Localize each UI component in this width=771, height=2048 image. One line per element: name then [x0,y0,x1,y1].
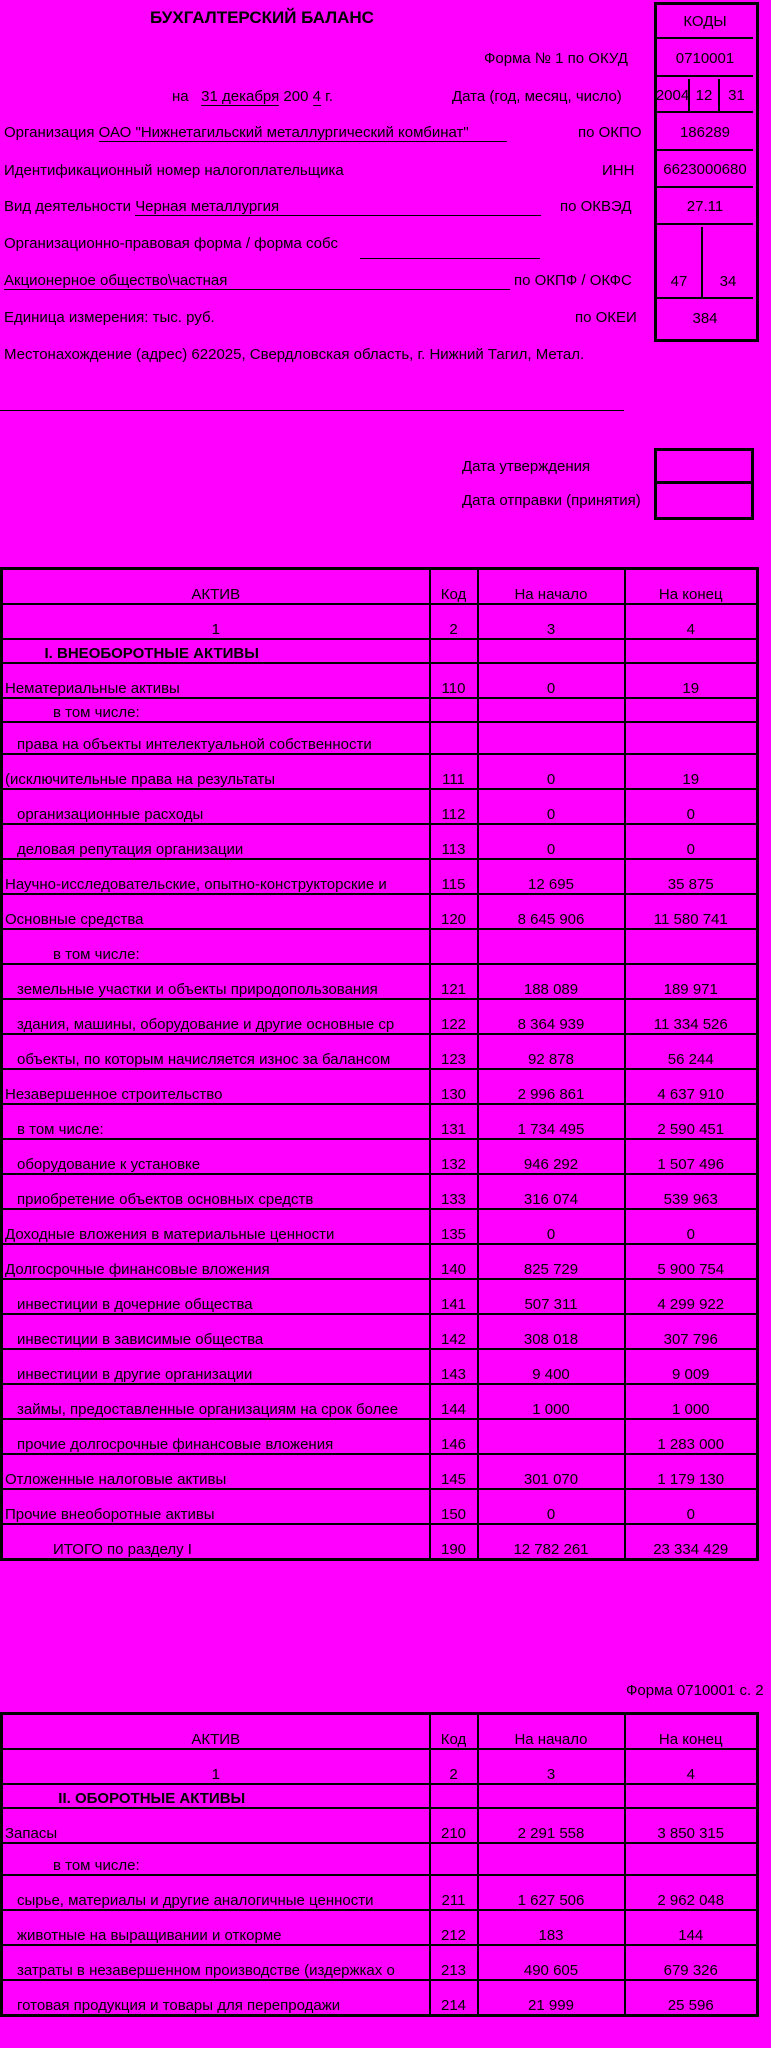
unit-label: Единица измерения: тыс. руб. [4,309,215,326]
activity-value: Черная металлургия [135,198,541,216]
row-code: 190 [430,1524,478,1560]
row-name: приобретение объектов основных средств [2,1174,430,1209]
row-start-value: 0 [478,663,625,698]
row-name: готовая продукция и товары для перепродажи [2,1980,430,2016]
row-end-value [625,698,758,722]
row-end-value: 1 179 130 [625,1454,758,1489]
row-start-value: 8 364 939 [478,999,625,1034]
date-year-prefix: 200 [283,88,309,105]
row-code: 150 [430,1489,478,1524]
row-code [430,722,478,754]
row-start-value: 0 [478,1489,625,1524]
row-name: Отложенные налоговые активы [2,1454,430,1489]
col-header-end: На конец [625,1714,758,1750]
row-code: 142 [430,1314,478,1349]
row-start-value: 12 695 [478,859,625,894]
approval-label: Дата утверждения [462,458,591,475]
row-name: инвестиции в дочерние общества [2,1279,430,1314]
row-start-value: 183 [478,1910,625,1945]
table-row [2,1454,758,1489]
col-number-3: 3 [478,604,625,639]
row-start-value [478,1843,625,1875]
row-name: Долгосрочные финансовые вложения [2,1244,430,1279]
row-code: 123 [430,1034,478,1069]
assets-table-section2 [0,1712,759,2017]
location-rule [0,410,624,411]
activity-line [4,198,541,216]
row-name: в том числе: [2,1843,430,1875]
table-row [2,929,758,964]
row-code: 115 [430,859,478,894]
section1-rows [2,663,758,1560]
row-end-value: 0 [625,1209,758,1244]
form-code: 0710001 [657,41,753,77]
col-header-code: Код [430,1714,478,1750]
section2-title: II. ОБОРОТНЫЕ АКТИВЫ [2,1784,430,1808]
okopf-label: по ОКПФ / ОКФС [514,272,632,289]
row-end-value: 19 [625,754,758,789]
okved-code: 27.11 [657,190,753,225]
row-end-value: 56 244 [625,1034,758,1069]
row-name: Научно-исследовательские, опытно-конструкторские и [2,859,430,894]
row-end-value: 2 590 451 [625,1104,758,1139]
row-start-value: 0 [478,789,625,824]
row-start-value: 946 292 [478,1139,625,1174]
legal-form-value: Акционерное общество\частная [4,272,510,290]
row-start-value [478,1419,625,1454]
table-row [2,1279,758,1314]
row-code: 140 [430,1244,478,1279]
row-start-value: 12 782 261 [478,1524,625,1560]
row-name: Незавершенное строительство [2,1069,430,1104]
table-row [2,663,758,698]
col-number-3: 3 [478,1749,625,1784]
row-code: 121 [430,964,478,999]
row-start-value: 0 [478,824,625,859]
row-code: 144 [430,1384,478,1419]
section1-title: I. ВНЕОБОРОТНЫЕ АКТИВЫ [2,639,430,663]
date-label: Дата (год, месяц, число) [452,88,622,105]
row-start-value: 92 878 [478,1034,625,1069]
row-end-value: 1 507 496 [625,1139,758,1174]
table-row [2,1808,758,1843]
table-row [2,894,758,929]
form-label: Форма № 1 по ОКУД [484,50,628,67]
legal-form-rule [360,258,540,259]
row-end-value: 3 850 315 [625,1808,758,1843]
inn-code: 6623000680 [657,153,753,188]
table-row [2,859,758,894]
row-code: 111 [430,754,478,789]
table-row [2,999,758,1034]
table-row [2,1945,758,1980]
table-row [2,1034,758,1069]
row-name: в том числе: [2,1104,430,1139]
col-header-asset: АКТИВ [2,1714,430,1750]
row-start-value: 1 000 [478,1384,625,1419]
okfs-code: 34 [703,227,753,299]
row-name: сырье, материалы и другие аналогичные ценности [2,1875,430,1910]
row-end-value: 0 [625,1489,758,1524]
row-end-value: 9 009 [625,1349,758,1384]
okpo-label: по ОКПО [578,124,642,141]
row-end-value: 5 900 754 [625,1244,758,1279]
date-day-code: 31 [720,79,753,113]
row-name: займы, предоставленные организациям на срок более [2,1384,430,1419]
row-start-value: 1 627 506 [478,1875,625,1910]
row-end-value: 307 796 [625,1314,758,1349]
table-row [2,1489,758,1524]
row-code: 210 [430,1808,478,1843]
page2-label: Форма 0710001 с. 2 [626,1682,764,1699]
row-code: 133 [430,1174,478,1209]
assets-table-section1 [0,567,759,1561]
row-code: 130 [430,1069,478,1104]
row-name: затраты в незавершенном производстве (издержках о [2,1945,430,1980]
okved-label: по ОКВЭД [560,198,632,215]
row-code: 135 [430,1209,478,1244]
location: Местонахождение (адрес) 622025, Свердловская область, г. Нижний Тагил, Метал. [4,346,585,363]
row-code [430,698,478,722]
row-start-value: 8 645 906 [478,894,625,929]
row-name: деловая репутация организации [2,824,430,859]
org-value: ОАО "Нижнетагильский металлургический комбинат" [99,124,507,142]
row-start-value: 0 [478,1209,625,1244]
table-row [2,754,758,789]
table-row [2,698,758,722]
col-header-start: На начало [478,1714,625,1750]
row-start-value: 316 074 [478,1174,625,1209]
org-line [4,124,507,142]
row-start-value: 825 729 [478,1244,625,1279]
row-name: Нематериальные активы [2,663,430,698]
table-row [2,1910,758,1945]
row-start-value: 2 291 558 [478,1808,625,1843]
okpo-code: 186289 [657,115,753,151]
balance-title: БУХГАЛТЕРСКИЙ БАЛАНС [150,8,374,27]
row-name: Прочие внеоборотные активы [2,1489,430,1524]
row-start-value: 490 605 [478,1945,625,1980]
row-end-value: 4 637 910 [625,1069,758,1104]
table-row [2,1209,758,1244]
okei-code: 384 [692,310,718,327]
row-start-value [478,929,625,964]
row-end-value: 2 962 048 [625,1875,758,1910]
row-code: 211 [430,1875,478,1910]
table-row [2,1174,758,1209]
row-name: права на объекты интелектуальной собственности [2,722,430,754]
row-end-value: 0 [625,789,758,824]
row-start-value: 308 018 [478,1314,625,1349]
row-code: 145 [430,1454,478,1489]
row-code: 110 [430,663,478,698]
col-number-4: 4 [625,1749,758,1784]
row-start-value: 1 734 495 [478,1104,625,1139]
row-code: 120 [430,894,478,929]
row-end-value: 11 580 741 [625,894,758,929]
row-code: 213 [430,1945,478,1980]
row-start-value: 507 311 [478,1279,625,1314]
sent-date-field[interactable] [654,484,754,520]
row-code: 141 [430,1279,478,1314]
org-label: Организация [4,124,95,141]
row-code: 122 [430,999,478,1034]
okopf-code: 47 [657,227,703,299]
row-start-value [478,722,625,754]
row-end-value: 0 [625,824,758,859]
row-end-value [625,929,758,964]
row-start-value: 2 996 861 [478,1069,625,1104]
row-end-value: 189 971 [625,964,758,999]
row-end-value: 144 [625,1910,758,1945]
row-start-value: 0 [478,754,625,789]
row-name: в том числе: [2,929,430,964]
col-header-start: На начало [478,569,625,605]
row-start-value: 9 400 [478,1349,625,1384]
col-header-code: Код [430,569,478,605]
row-code: 112 [430,789,478,824]
table-row [2,1314,758,1349]
row-name: здания, машины, оборудование и другие основные ср [2,999,430,1034]
row-name: земельные участки и объекты природопользования [2,964,430,999]
row-end-value: 11 334 526 [625,999,758,1034]
row-end-value: 679 326 [625,1945,758,1980]
row-name: инвестиции в зависимые общества [2,1314,430,1349]
table-row [2,1384,758,1419]
col-number-1: 1 [2,1749,430,1784]
row-name: инвестиции в другие организации [2,1349,430,1384]
row-code: 212 [430,1910,478,1945]
row-start-value [478,698,625,722]
date-day: 31 декабря [201,88,280,105]
okei-label: по ОКЕИ [575,309,637,326]
row-end-value: 539 963 [625,1174,758,1209]
approval-date-field[interactable] [654,448,754,484]
sent-label: Дата отправки (принятия) [462,492,641,509]
row-name: организационные расходы [2,789,430,824]
inn-short-label: ИНН [602,162,635,179]
row-end-value: 25 596 [625,1980,758,2016]
row-name: (исключительные права на результаты [2,754,430,789]
row-code: 143 [430,1349,478,1384]
row-start-value: 301 070 [478,1454,625,1489]
row-name: объекты, по которым начисляется износ за балансом [2,1034,430,1069]
row-name: животные на выращивании и откорме [2,1910,430,1945]
row-code: 132 [430,1139,478,1174]
row-name: прочие долгосрочные финансовые вложения [2,1419,430,1454]
table-row [2,722,758,754]
date-prefix: на [172,88,189,105]
row-code [430,1843,478,1875]
table-row [2,1980,758,2016]
row-code [430,929,478,964]
col-header-asset: АКТИВ [2,569,430,605]
date-month-code: 12 [690,79,720,113]
row-name: оборудование к установке [2,1139,430,1174]
table-row [2,1875,758,1910]
activity-label: Вид деятельности [4,198,132,215]
row-start-value: 188 089 [478,964,625,999]
col-header-end: На конец [625,569,758,605]
table-row [2,1104,758,1139]
row-name: в том числе: [2,698,430,722]
col-number-2: 2 [430,1749,478,1784]
codes-header: КОДЫ [657,5,753,39]
row-code: 131 [430,1104,478,1139]
table-row [2,964,758,999]
row-end-value: 23 334 429 [625,1524,758,1560]
date-suffix: г. [325,88,333,105]
table-row [2,1349,758,1384]
table-row [2,789,758,824]
row-name: Основные средства [2,894,430,929]
table-row [2,1069,758,1104]
row-name: Запасы [2,1808,430,1843]
col-number-1: 1 [2,604,430,639]
legal-form-value-line [4,272,510,290]
table-row [2,1524,758,1560]
table-row [2,824,758,859]
col-number-2: 2 [430,604,478,639]
col-number-4: 4 [625,604,758,639]
date-line [172,88,333,106]
row-code: 146 [430,1419,478,1454]
row-end-value [625,722,758,754]
row-end-value: 19 [625,663,758,698]
section2-rows [2,1808,758,2016]
row-end-value: 1 283 000 [625,1419,758,1454]
table-row [2,1419,758,1454]
row-code: 214 [430,1980,478,2016]
date-year-digit: 4 [312,88,321,105]
row-end-value: 4 299 922 [625,1279,758,1314]
legal-form-label: Организационно-правовая форма / форма собс [4,235,338,252]
row-name: ИТОГО по разделу I [2,1524,430,1560]
row-end-value [625,1843,758,1875]
table-row [2,1139,758,1174]
row-name: Доходные вложения в материальные ценности [2,1209,430,1244]
table-row [2,1843,758,1875]
row-end-value: 1 000 [625,1384,758,1419]
row-code: 113 [430,824,478,859]
inn-label: Идентификационный номер налогоплательщика [4,162,344,179]
row-end-value: 35 875 [625,859,758,894]
date-year-code: 2004 [657,79,690,113]
table-row [2,1244,758,1279]
row-start-value: 21 999 [478,1980,625,2016]
